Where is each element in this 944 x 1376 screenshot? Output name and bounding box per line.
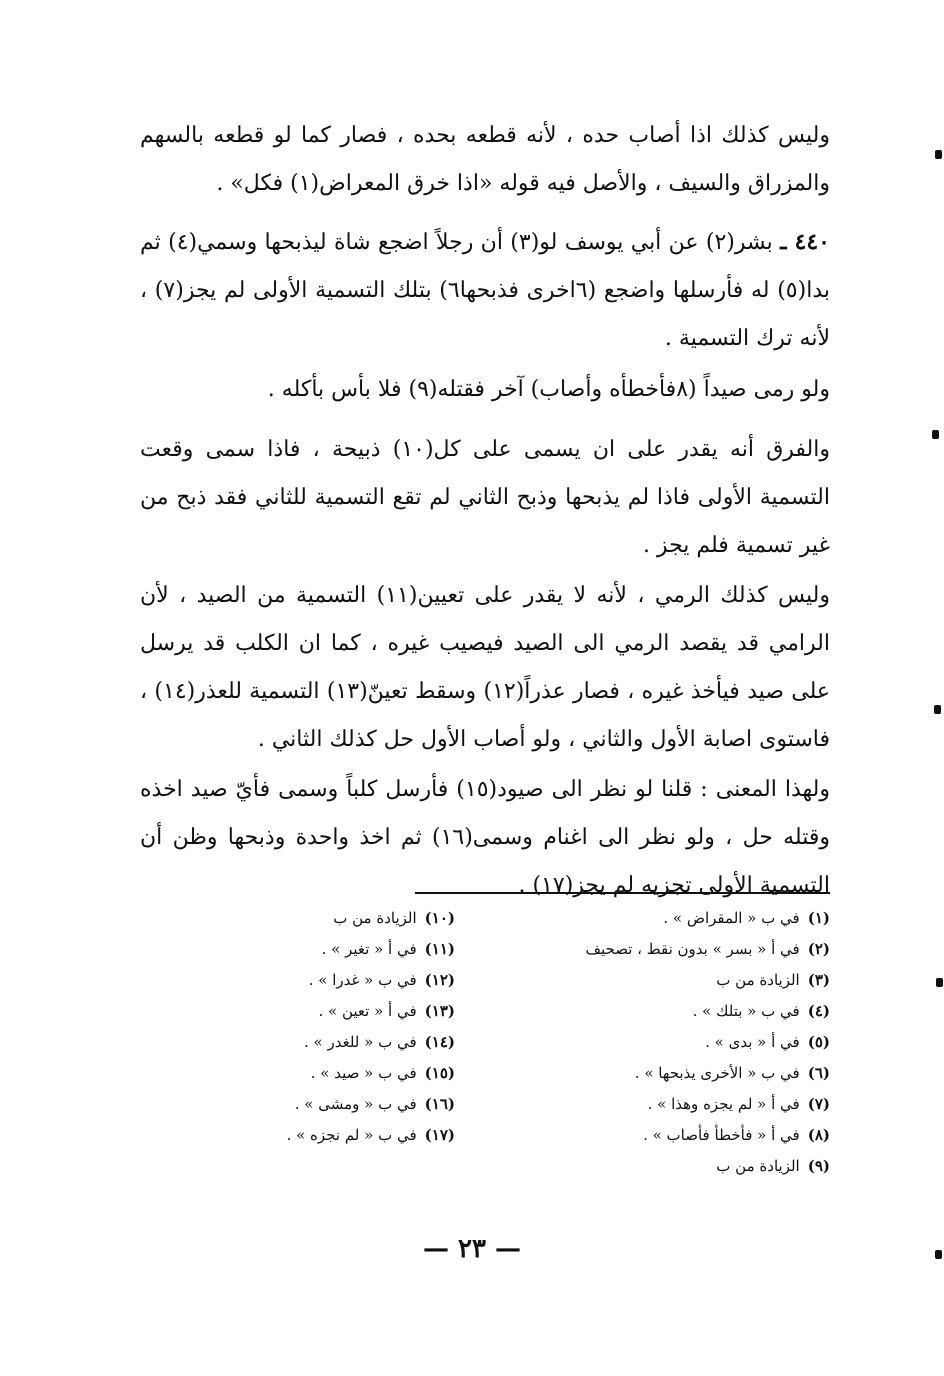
footnote: (١٠)الزيادة من ب — [333, 909, 455, 927]
footnote: (٦)في ب « الأخرى يذبحها » . — [634, 1064, 830, 1082]
footnote: (٧)في أ « لم يجزه وهذا » . — [647, 1095, 830, 1113]
footnote: (١)في ب « المقراض » . — [663, 909, 830, 927]
paragraph-4: والفرق أنه يقدر على ان يسمى على كل(١٠) ذبيحة ، فاذا سمى وقعت التسمية الأولى فاذا لم يذبحها وذبح الثاني لم تقع التسمية للثاني فقد ذبح من غير تسمية فلم يجز . — [140, 437, 830, 558]
paragraph-6: ولهذا المعنى : قلنا لو نظر الى صيود(١٥) فأرسل كلباً وسمى فأيّ صيد اخذه وقتله حل ، ولو نظر الى اغنام وسمى(١٦) ثم اخذ واحدة وذبحها وظن أن التسمية الأولى تجزيه لم يجز(١٧) . — [140, 777, 830, 898]
paragraph-1: وليس كذلك اذا أصاب حده ، لأنه قطعه بحده ، فصار كما لو قطعه بالسهم والمزراق والسيف ، والأصل فيه قوله «اذا خرق المعراض(١) فكل» . — [140, 123, 830, 196]
footnote: (٢)في أ « بسر » بدون نقط ، تصحيف — [585, 940, 830, 958]
scan-mark — [936, 978, 943, 987]
paragraph-440: ٤٤٠ ـ بشر(٢) عن أبي يوسف لو(٣) أن رجلاً اضجع شاة ليذبحها وسمي(٤) ثم بدا(٥) له فأرسلها واضجع (٦اخرى فذبحها٦) بتلك التسمية الأولى لم يجز(٧) ، لأنه ترك التسمية . — [140, 229, 830, 351]
scan-mark — [935, 150, 942, 159]
footnote: (٥)في أ « بدى » . — [705, 1033, 830, 1051]
footnotes-left-column — [260, 903, 455, 1151]
paragraph-number: ٤٤٠ ـ — [780, 229, 830, 255]
footnote: (٣)الزيادة من ب — [716, 971, 830, 989]
scan-mark — [935, 1250, 942, 1259]
footnote: (٨)في أ « فأخطأ فأصاب » . — [643, 1126, 830, 1144]
footnotes-right-column — [540, 903, 830, 1182]
footnote: (١٦)في ب « ومشى » . — [294, 1095, 455, 1113]
footnote: (٤)في ب « بتلك » . — [692, 1002, 830, 1020]
page-number: — ٢٣ — — [422, 1234, 522, 1264]
paragraph-3: ولو رمى صيداً (٨فأخطأه وأصاب) آخر فقتله(٩) فلا بأس بأكله . — [267, 377, 830, 402]
footnote: (١٢)في ب « غدرا » . — [308, 971, 455, 989]
footnote: (١٤)في ب « للغدر » . — [304, 1033, 455, 1051]
footnote: (١٣)في أ « تعين » . — [318, 1002, 455, 1020]
scan-mark — [932, 430, 939, 439]
footnote: (١٧)في ب « لم نجزه » . — [286, 1126, 455, 1144]
footnote: (٩)الزيادة من ب — [716, 1157, 830, 1175]
footnote-divider — [415, 892, 830, 894]
paragraph-5: وليس كذلك الرمي ، لأنه لا يقدر على تعيين(١١) التسمية من الصيد ، لأن الرامي قد يقصد الرمي الى الصيد فيصيب غيره ، كما ان الكلب قد يرسل على صيد فيأخذ غيره ، فصار عذراً(١٢) وسقط تعينّ(١٣) التسمية للعذر(١٤) ، فاستوى اصابة الأول والثاني ، ولو أصاب الأول حل كذلك الثاني . — [140, 583, 831, 752]
footnote: (١٥)في ب « صيد » . — [310, 1064, 455, 1082]
scan-mark — [934, 705, 941, 714]
footnote: (١١)في أ « تغير » . — [321, 940, 455, 958]
